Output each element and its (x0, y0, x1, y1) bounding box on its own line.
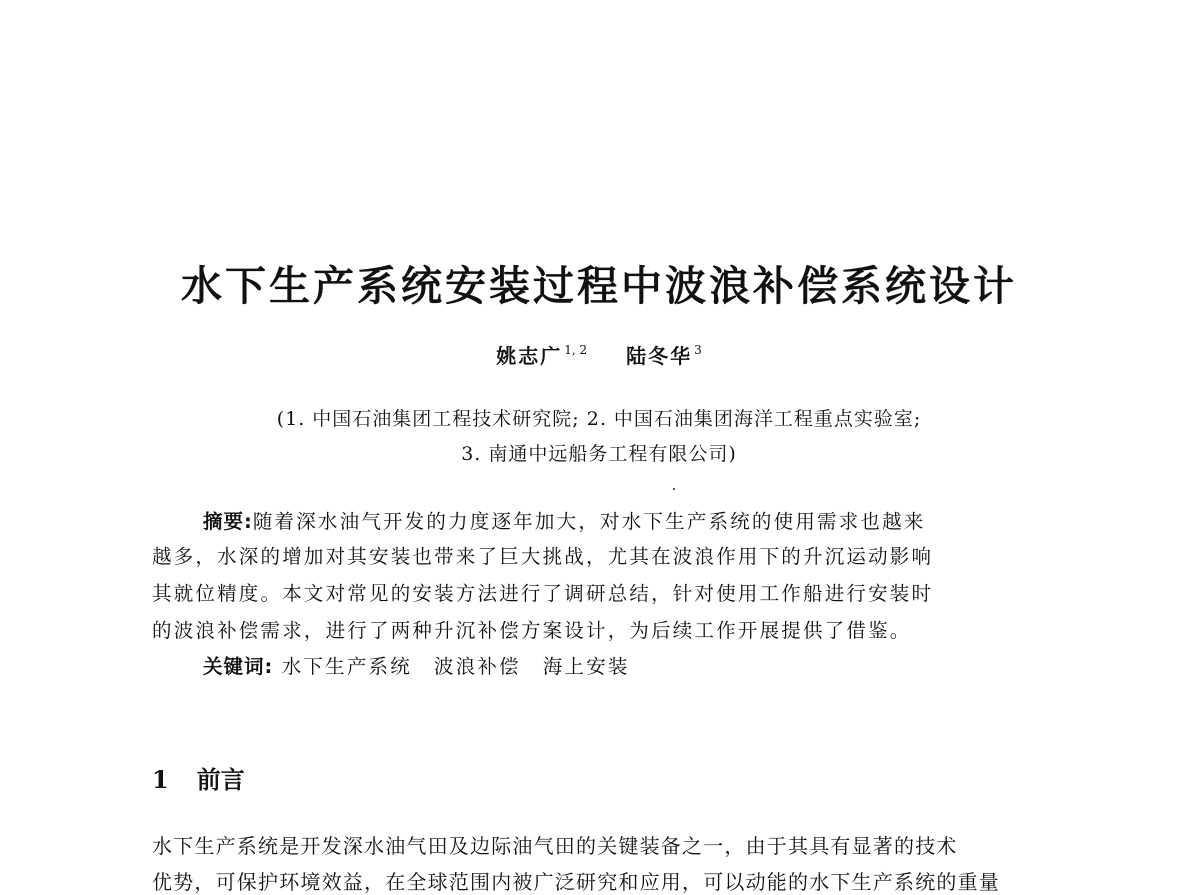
paper-title: 水下生产系统安装过程中波浪补偿系统设计 (181, 262, 1017, 310)
affiliation-line-2: 3. 南通中远船务工程有限公司) (461, 443, 737, 465)
keyword: 海上安装 (542, 655, 630, 678)
body-text-line-2: 优势，可保护环境效益，在全球范围内被广泛研究和应用，可以动能的水下生产系统的重量 (152, 870, 1000, 894)
author-2 (626, 340, 702, 369)
keywords-label: 关键词: (203, 655, 274, 678)
keywords-line (203, 653, 652, 681)
affiliation-mark: 3 (694, 343, 702, 357)
affiliation-line-1: (1. 中国石油集团工程技术研究院; 2. 中国石油集团海洋工程重点实验室; (276, 408, 922, 430)
section-number: 1 (152, 765, 169, 794)
author-name: 姚志广 (496, 344, 563, 368)
keyword: 波浪补偿 (433, 655, 521, 678)
abstract-line-3: 其就位精度。本文对常见的安装方法进行了调研总结，针对使用工作船进行安装时 (152, 582, 934, 605)
section-title: 前言 (196, 765, 245, 794)
author-1 (496, 340, 587, 369)
author-list (0, 340, 1198, 369)
affiliation-mark: 1, 2 (564, 343, 588, 357)
keyword: 水下生产系统 (281, 655, 412, 678)
abstract-text: 随着深水油气开发的力度逐年加大，对水下生产系统的使用需求也越来 (252, 510, 926, 533)
abstract-line-2: 越多，水深的增加对其安装也带来了巨大挑战，尤其在波浪作用下的升沉运动影响 (152, 545, 934, 568)
section-heading (152, 760, 245, 795)
stray-mark (673, 488, 675, 490)
abstract-line-4: 的波浪补偿需求，进行了两种升沉补偿方案设计，为后续工作开展提供了借鉴。 (152, 619, 912, 642)
author-name: 陆冬华 (626, 344, 693, 368)
abstract-label: 摘要: (203, 510, 253, 533)
body-text-line-1: 水下生产系统是开发深水油气田及边际油气田的关键装备之一，由于其具有显著的技术 (152, 834, 958, 858)
abstract-line-1 (203, 508, 926, 536)
